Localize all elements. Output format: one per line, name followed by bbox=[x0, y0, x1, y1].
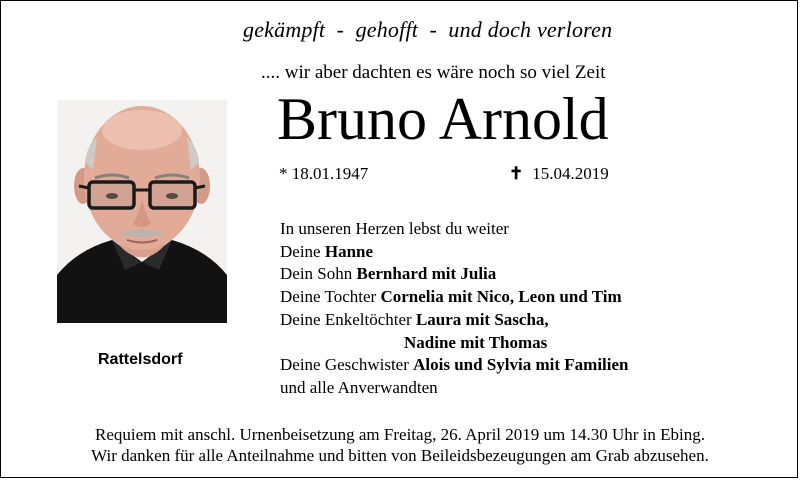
wife-name: Hanne bbox=[324, 241, 374, 261]
mourner-granddaughters-cont bbox=[280, 332, 629, 355]
mourner-son: Dein Sohn Bernhard mit Julia bbox=[280, 264, 497, 284]
death-date: 15.04.2019 bbox=[532, 164, 609, 183]
daughter-name: Cornelia mit Nico, Leon und Tim bbox=[380, 287, 622, 307]
granddaughter-2: Nadine mit Thomas bbox=[404, 332, 548, 352]
service-info bbox=[1, 424, 799, 466]
granddaughter-1: Laura mit Sascha, bbox=[415, 309, 549, 329]
mourners-intro: In unseren Herzen lebst du weiter bbox=[280, 219, 509, 238]
portrait-photo bbox=[57, 100, 227, 323]
deceased-name: Bruno Arnold bbox=[277, 86, 609, 152]
birth-date: * 18.01.1947 bbox=[279, 164, 369, 183]
son-name: Bernhard mit Julia bbox=[356, 264, 497, 284]
mourner-daughter: Deine Tochter Cornelia mit Nico, Leon und Tim bbox=[280, 287, 622, 307]
mourners-closing: und alle Anverwandten bbox=[280, 377, 438, 397]
mourner-siblings: Deine Geschwister Alois und Sylvia mit Familien bbox=[280, 355, 629, 375]
subline: .... wir aber dachten es wäre noch so viel Zeit bbox=[261, 62, 606, 83]
requiem-line: Requiem mit anschl. Urnenbeisetzung am Freitag, 26. April 2019 um 14.30 Uhr in Ebing. bbox=[94, 425, 706, 444]
cross-icon: ✝ bbox=[509, 164, 524, 183]
portrait-illustration bbox=[57, 100, 227, 323]
mourner-granddaughters: Deine Enkeltöchter Laura mit Sascha, bbox=[280, 309, 549, 329]
mourner-wife: Deine Hanne bbox=[280, 241, 374, 261]
motto-line: gekämpft - gehofft - und doch verloren bbox=[243, 17, 613, 42]
thanks-line: Wir danken für alle Anteilnahme und bitten von Beileidsbezeugungen am Grab abzusehen. bbox=[91, 446, 709, 465]
siblings-names: Alois und Sylvia mit Familien bbox=[413, 355, 629, 375]
death-date-block bbox=[509, 164, 609, 184]
hometown-label: Rattelsdorf bbox=[98, 351, 183, 368]
mourners-list bbox=[280, 218, 629, 400]
